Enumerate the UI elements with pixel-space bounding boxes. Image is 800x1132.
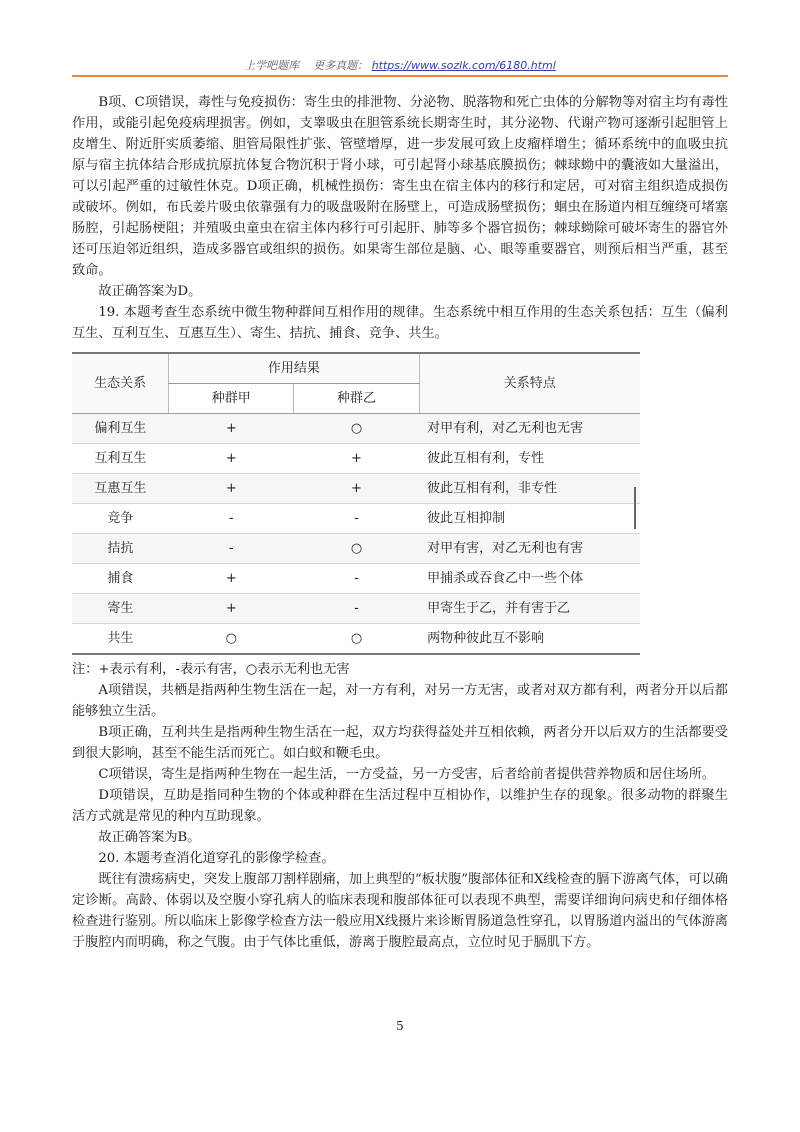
- paragraph: 20. 本题考查消化道穿孔的影像学检查。: [98, 851, 335, 866]
- table-row: [72, 414, 640, 444]
- cell-species-a: +: [169, 414, 294, 444]
- table-row: [72, 444, 640, 474]
- table-row: [72, 564, 640, 594]
- cell-feature: 彼此互相有利，非专性: [419, 474, 640, 504]
- header-label: 更多真题：: [313, 59, 369, 72]
- table-row: [72, 474, 640, 504]
- cell-feature: 彼此互相抑制: [419, 504, 640, 534]
- cell-feature: 甲捕杀或吞食乙中一些个体: [419, 564, 640, 594]
- cell-species-a: +: [169, 594, 294, 624]
- header-species-a: 种群甲: [169, 384, 294, 414]
- cell-feature: 对甲有利，对乙无利也无害: [419, 414, 640, 444]
- cell-species-b: -: [294, 564, 419, 594]
- cell-relation: 捕食: [72, 564, 169, 594]
- cell-species-a: +: [169, 564, 294, 594]
- paragraph: 故正确答案为D。: [98, 284, 202, 299]
- paragraph: A项错误，共栖是指两种生物生活在一起，对一方有利，对另一方无害，或者对双方都有利，两者分开以后都能够独立生活。: [72, 683, 728, 719]
- table-row: [72, 534, 640, 564]
- cell-species-b: -: [294, 504, 419, 534]
- header-url-link[interactable]: https://www.sozlk.com/6180.html: [371, 59, 556, 72]
- cell-species-a: +: [169, 474, 294, 504]
- paragraph: B项、C项错误，毒性与免疫损伤：寄生虫的排泄物、分泌物、脱落物和死亡虫体的分解物等对宿主均有毒性作用，或能引起免疫病理损害。例如，支睾吸虫在胆管系统长期寄生时，其分泌物、代谢产物可逐渐引起胆管上皮增生、附近肝实质萎缩、胆管局限性扩张、管壁增厚，进一步发展可致上皮瘤样增生；循环系统中的血吸虫抗原与宿主抗体结合形成抗原抗体复合物沉积于肾小球，可引起肾小球基底膜损伤；棘球蚴中的囊液如大量溢出，可以引起严重的过敏性休克。D项正确，机械性损伤：寄生虫在宿主体内的移行和定居，可对宿主组织造成损伤或破坏。例如，布氏姜片吸虫依靠强有力的吸盘吸附在肠壁上，可造成肠壁损伤；蛔虫在肠道内相互缠绕可堵塞肠腔，引起肠梗阻；并殖吸虫童虫在宿主体内移行可引起肝、肺等多个器官损伤；棘球蚴除可破坏寄生的器官外还可压迫邻近组织，造成多器官或组织的损伤。如果寄生部位是脑、心、眼等重要器官，则预后相当严重，甚至致命。: [72, 95, 728, 278]
- document-body: [72, 92, 728, 953]
- cell-feature: 对甲有害，对乙无利也有害: [419, 534, 640, 564]
- header-site-name: 上学吧题库: [244, 59, 300, 72]
- cell-species-b: +: [294, 444, 419, 474]
- cell-relation: 寄生: [72, 594, 169, 624]
- table-row: [72, 594, 640, 624]
- cell-feature: 两物种彼此互不影响: [419, 624, 640, 655]
- page-header: [72, 57, 728, 75]
- cell-species-a: -: [169, 504, 294, 534]
- cell-feature: 彼此互相有利，专性: [419, 444, 640, 474]
- cell-relation: 偏利互生: [72, 414, 169, 444]
- cell-feature: 甲寄生于乙，并有害于乙: [419, 594, 640, 624]
- cell-species-b: ○: [294, 624, 419, 655]
- header-relation: 生态关系: [72, 353, 169, 414]
- cell-species-b: ○: [294, 414, 419, 444]
- cell-species-b: +: [294, 474, 419, 504]
- cell-species-a: -: [169, 534, 294, 564]
- cell-relation: 互利互生: [72, 444, 169, 474]
- page-number: 5: [396, 1019, 404, 1033]
- paragraph: 既往有溃疡病史，突发上腹部刀割样剧痛，加上典型的“板状腹”腹部体征和X线检查的膈下游离气体，可以确定诊断。高龄、体弱以及空腹小穿孔病人的临床表现和腹部体征可以表现不典型，需要详细询问病史和仔细体格检查进行鉴别。所以临床上影像学检查方法一般应用X线摄片来诊断胃肠道急性穿孔，以胃肠道内溢出的气体游离于腹腔内而明确，称之气腹。由于气体比重低，游离于腹腔最高点，立位时见于膈肌下方。: [72, 872, 728, 950]
- cell-species-a: +: [169, 444, 294, 474]
- paragraph: D项错误，互助是指同种生物的个体或种群在生活过程中互相协作，以维护生存的现象。很多动物的群聚生活方式就是常见的种内互助现象。: [72, 788, 728, 824]
- paragraph: 19. 本题考查生态系统中微生物种群间互相作用的规律。生态系统中相互作用的生态关系包括：互生（偏利互生、互利互生、互惠互生）、寄生、拮抗、捕食、竞争、共生。: [72, 305, 728, 341]
- scrollbar-thumb[interactable]: [634, 487, 636, 529]
- cell-relation: 共生: [72, 624, 169, 655]
- cell-species-b: -: [294, 594, 419, 624]
- cell-relation: 竞争: [72, 504, 169, 534]
- cell-species-b: ○: [294, 534, 419, 564]
- header-result: 作用结果: [169, 353, 419, 384]
- paragraph: 故正确答案为B。: [98, 830, 201, 845]
- ecological-relations-table: [72, 352, 640, 655]
- cell-relation: 拮抗: [72, 534, 169, 564]
- paragraph: C项错误，寄生是指两种生物在一起生活，一方受益，另一方受害，后者给前者提供营养物质和居住场所。: [98, 767, 716, 782]
- cell-species-a: ○: [169, 624, 294, 655]
- header-species-b: 种群乙: [294, 384, 419, 414]
- table-row: [72, 624, 640, 655]
- header-divider: [72, 75, 728, 77]
- table-row: [72, 504, 640, 534]
- cell-relation: 互惠互生: [72, 474, 169, 504]
- header-feature: 关系特点: [419, 353, 640, 414]
- paragraph: B项正确，互利共生是指两种生物生活在一起，双方均获得益处并互相依赖，两者分开以后双方的生活都要受到很大影响，甚至不能生活而死亡。如白蚁和鞭毛虫。: [72, 725, 728, 761]
- table-note: 注：+表示有利，-表示有害，○表示无利也无害: [72, 662, 350, 677]
